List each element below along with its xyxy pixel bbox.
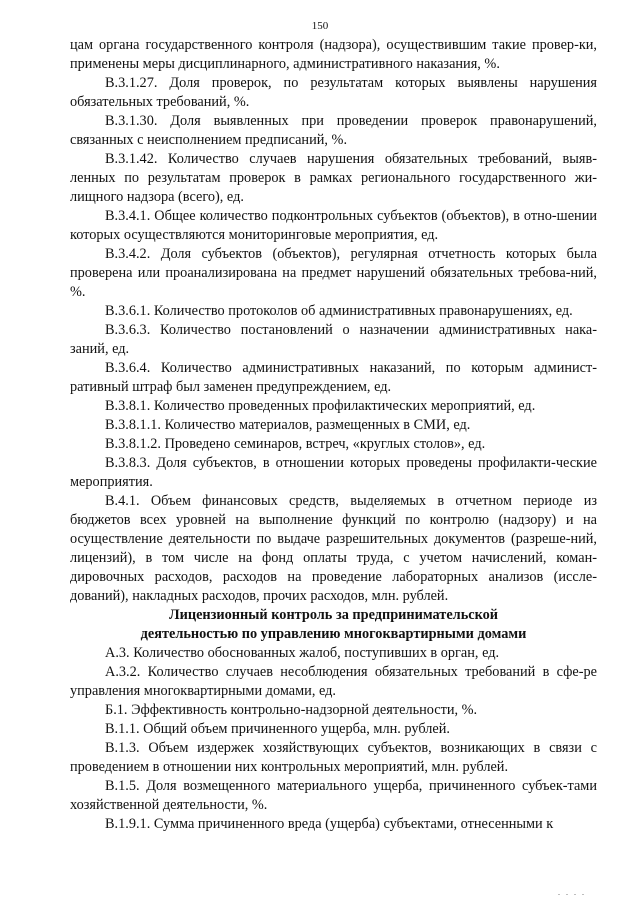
paragraph: В.1.1. Общий объем причиненного ущерба, млн. рублей. bbox=[105, 721, 450, 737]
section-heading-line: деятельностью по управлению многоквартирными домами bbox=[140, 626, 527, 642]
paragraph: В.3.8.1.2. Проведено семинаров, встреч, «круглых столов», ед. bbox=[105, 436, 486, 452]
paragraph: В.1.9.1. Сумма причиненного вреда (ущерба) субъектами, отнесенными к bbox=[105, 816, 554, 832]
paragraph: Б.1. Эффективность контрольно-надзорной деятельности, %. bbox=[105, 702, 478, 718]
paragraph: А.3.2. Количество случаев несоблюдения обязательных требований в сфе-ре управления многоквартирными домами, ед. bbox=[70, 664, 597, 699]
section-heading bbox=[70, 606, 597, 644]
document-body bbox=[70, 36, 597, 834]
paragraph: В.3.1.27. Доля проверок, по результатам которых выявлены нарушения обязательных требований, %. bbox=[70, 75, 597, 110]
paragraph: В.3.1.30. Доля выявленных при проведении проверок правонарушений, связанных с неисполнением предписаний, %. bbox=[70, 113, 597, 148]
paragraph: В.3.6.3. Количество постановлений о назначении административных нака-заний, ед. bbox=[70, 322, 597, 357]
paragraph: В.3.8.3. Доля субъектов, в отношении которых проведены профилакти-ческие мероприятия. bbox=[70, 455, 597, 490]
paragraph: В.1.3. Объем издержек хозяйствующих субъектов, возникающих в связи с проведением в отношении них контрольных мероприятий, млн. рублей. bbox=[70, 740, 597, 775]
paragraph: В.3.6.4. Количество административных наказаний, по которым админист-ративный штраф был заменен предупреждением, ед. bbox=[70, 360, 597, 395]
paragraph: В.3.4.2. Доля субъектов (объектов), регулярная отчетность которых была проверена или проанализирована на предмет нарушений обязательных требова-ний, %. bbox=[70, 246, 597, 300]
page-number: 150 bbox=[311, 20, 329, 32]
paragraph: В.3.6.1. Количество протоколов об административных правонарушениях, ед. bbox=[105, 303, 573, 319]
paragraph: В.1.5. Доля возмещенного материального ущерба, причиненного субъек-тами хозяйственной деятельности, %. bbox=[70, 778, 597, 813]
paragraph: В.3.1.42. Количество случаев нарушения обязательных требований, выяв-ленных по результатам проверок в рамках регионального государственного жи-лищного надзора (всего), ед. bbox=[70, 151, 597, 205]
paragraph: В.3.8.1.1. Количество материалов, размещенных в СМИ, ед. bbox=[105, 417, 471, 433]
paragraph: В.4.1. Объем финансовых средств, выделяемых в отчетном периоде из бюджетов всех уровней на выполнение функций по контролю (надзору) и на осуществление деятельности по выдаче разрешительных документов (разреше-ний, лицензий), в том числе на фонд оплаты труда, с учетом начислений, коман-дировочных расходов, расходов на проведение лабораторных анализов (иссле-дований), накладных расходов, прочих расходов, млн. рублей. bbox=[70, 493, 597, 604]
paragraph: А.3. Количество обоснованных жалоб, поступивших в орган, ед. bbox=[105, 645, 500, 661]
paragraph: В.3.8.1. Количество проведенных профилактических мероприятий, ед. bbox=[105, 398, 536, 414]
section-heading-line: Лицензионный контроль за предпринимательской bbox=[168, 607, 499, 623]
corner-mark: . . . . bbox=[558, 888, 586, 897]
paragraph: В.3.4.1. Общее количество подконтрольных субъектов (объектов), в отно-шении которых осуществляются мониторинговые мероприятия, ед. bbox=[70, 208, 597, 243]
paragraph: цам органа государственного контроля (надзора), осуществившим такие провер-ки, применены меры дисциплинарного, административного наказания, %. bbox=[70, 37, 597, 72]
